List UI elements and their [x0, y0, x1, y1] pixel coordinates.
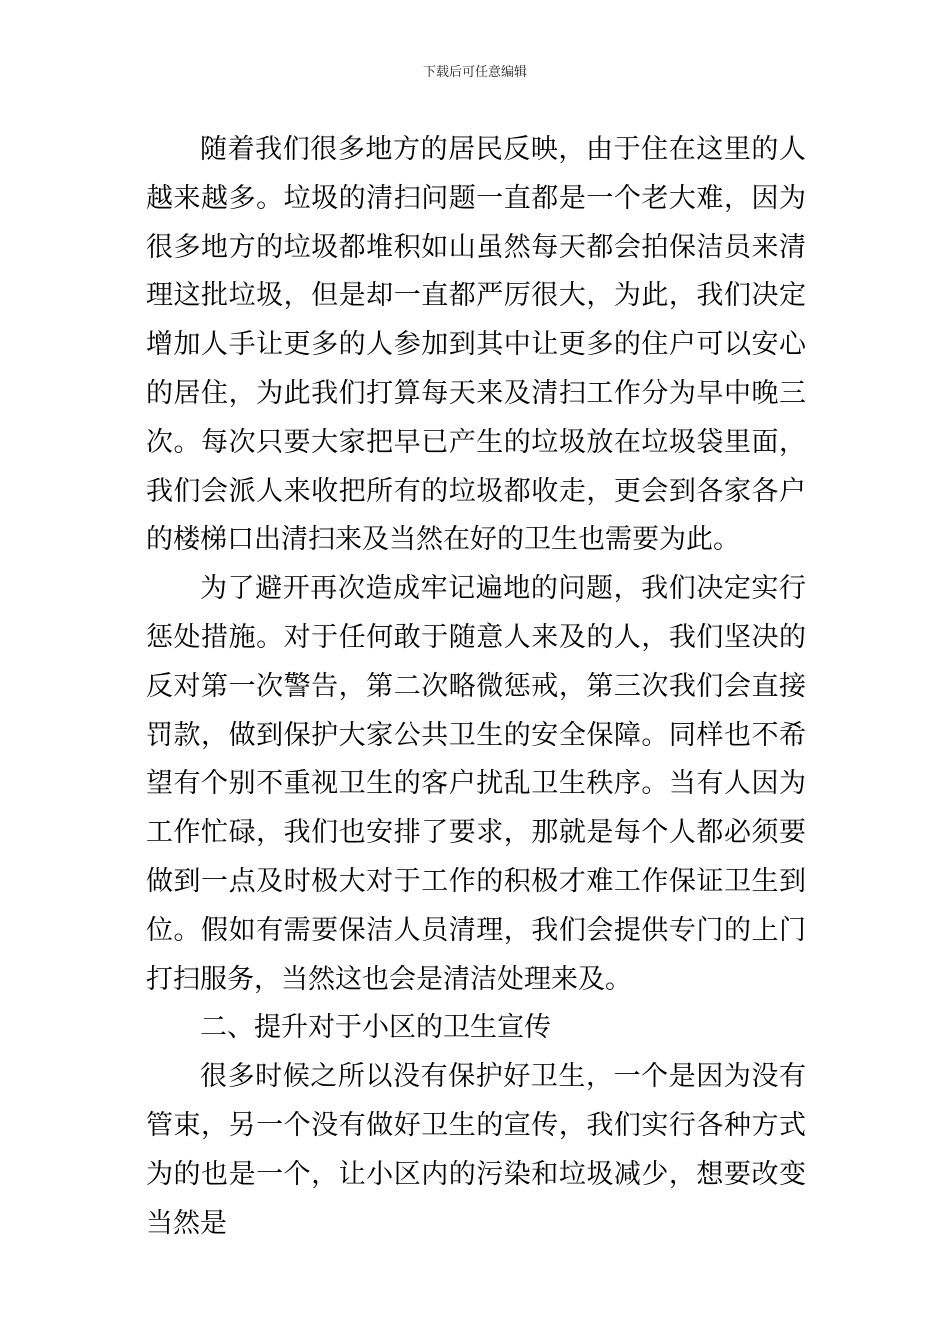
page-header: 下载后可任意编辑	[422, 65, 527, 80]
document-body	[146, 126, 806, 1248]
paragraph-hygiene-promotion: 很多时候之所以没有保护好卫生，一个是因为没有管束，另一个没有做好卫生的宣传，我们实行各种方式为的也是一个，让小区内的污染和垃圾减少，想要改变当然是	[146, 1061, 806, 1239]
paragraph-sanitation-complaints: 随着我们很多地方的居民反映，由于住在这里的人越来越多。垃圾的清扫问题一直都是一个老大难，因为很多地方的垃圾都堆积如山虽然每天都会拍保洁员来清理这批垃圾，但是却一直都严厉很大，为此，我们决定增加人手让更多的人参加到其中让更多的住户可以安心的居住，为此我们打算每天来及清扫工作分为早中晚三次。每次只要大家把早已产生的垃圾放在垃圾袋里面，我们会派人来收把所有的垃圾都收走，更会到各家各户的楼梯口出清扫来及当然在好的卫生也需要为此。	[146, 134, 806, 556]
paragraph-penalty-measures: 为了避开再次造成牢记遍地的问题，我们决定实行惩处措施。对于任何敢于随意人来及的人，我们坚决的反对第一次警告，第二次略微惩戒，第三次我们会直接罚款，做到保护大家公共卫生的安全保障。同样也不希望有个别不重视卫生的客户扰乱卫生秩序。当有人因为工作忙碌，我们也安排了要求，那就是每个人都必须要做到一点及时极大对于工作的积极才难工作保证卫生到位。假如有需要保洁人员清理，我们会提供专门的上门打扫服务，当然这也会是清洁处理来及。	[146, 573, 806, 995]
section-heading-hygiene-promotion: 二、提升对于小区的卫生宣传	[200, 1012, 551, 1044]
